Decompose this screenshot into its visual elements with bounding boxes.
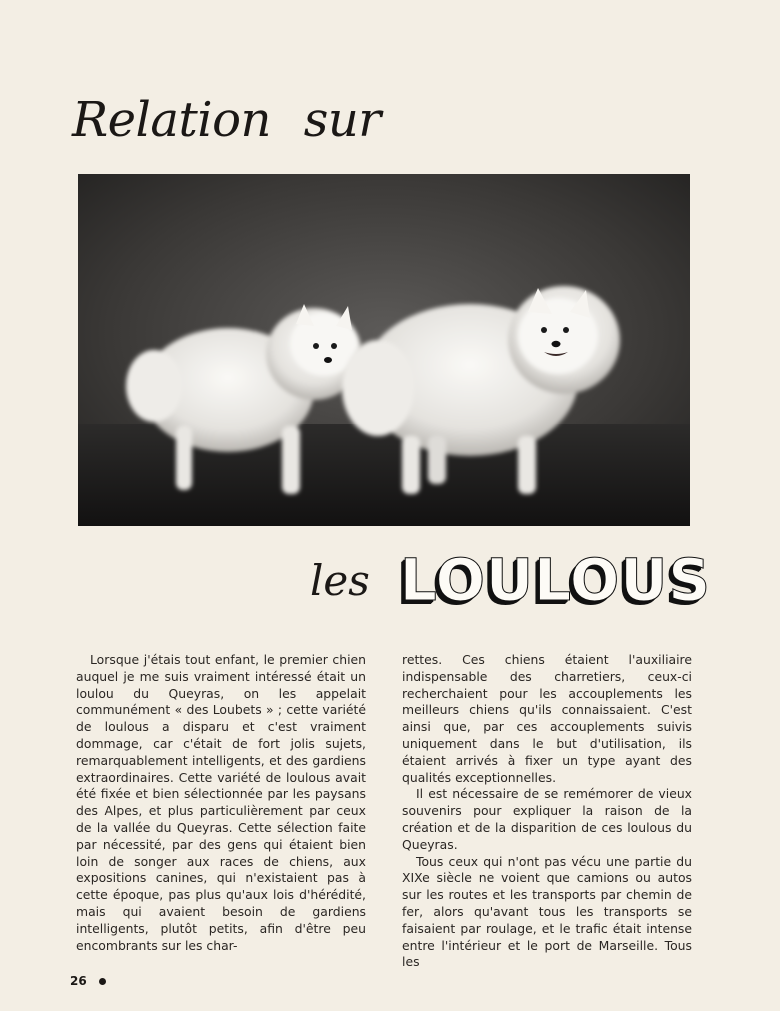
title-line-2 — [310, 548, 711, 612]
title-prefix: les — [310, 555, 370, 605]
paragraph: Il est nécessaire de se remémorer de vieux souvenirs pour expliquer la raison de la création et de la disparition de ces loulous du Queyras. — [402, 786, 692, 852]
paragraph: Tous ceux qui n'ont pas vécu une partie du XIXe siècle ne voient que camions ou autos sur les routes et les transports par chemin de fer, alors qu'avant tous les transports se faisaient par roulage, et le trafic était intense entre l'intérieur et le port de Marseille. Tous les — [402, 853, 692, 970]
dogs-photo — [78, 174, 690, 526]
article-column-right — [402, 652, 692, 971]
title-main: LOULOUS — [399, 546, 712, 614]
article-column-left — [76, 652, 366, 954]
paragraph: rettes. Ces chiens étaient l'auxiliaire indispensable des charretiers, ceux-ci recherchaient pour les accouplements les meilleurs chiens qu'ils connaissaient. C'est ainsi que, par ces accouplements suivis uniquement dans le but d'utilisation, ils étaient arrivés à fixer un type ayant des qualités exceptionnelles. — [402, 652, 692, 785]
page-number: 26 — [70, 974, 87, 988]
bullet-icon — [99, 978, 106, 985]
title-line-1: Relation sur — [72, 92, 381, 148]
paragraph: Lorsque j'étais tout enfant, le premier chien auquel je me suis vraiment intéressé était un loulou du Queyras, on les appelait communément « des Loubets » ; cette variété de loulous a disparu et c'est vraiment dommage, car c'était de fort jolis sujets, remarquablement intelligents, et des gardiens extraordinaires. Cette variété de loulous avait été fixée et bien sélectionnée par les paysans des Alpes, et plus particulièrement par ceux de la vallée du Queyras. Cette sélection faite par nécessité, par des gens qui étaient bien loin de songer aux races de chiens, aux expositions canines, qui n'existaient pas à cette époque, pas plus qu'aux lois d'hérédité, mais qui avaient besoin de gardiens intelligents, plutôt petits, afin d'être peu encombrants sur les char- — [76, 652, 366, 953]
page-footer — [70, 974, 106, 988]
